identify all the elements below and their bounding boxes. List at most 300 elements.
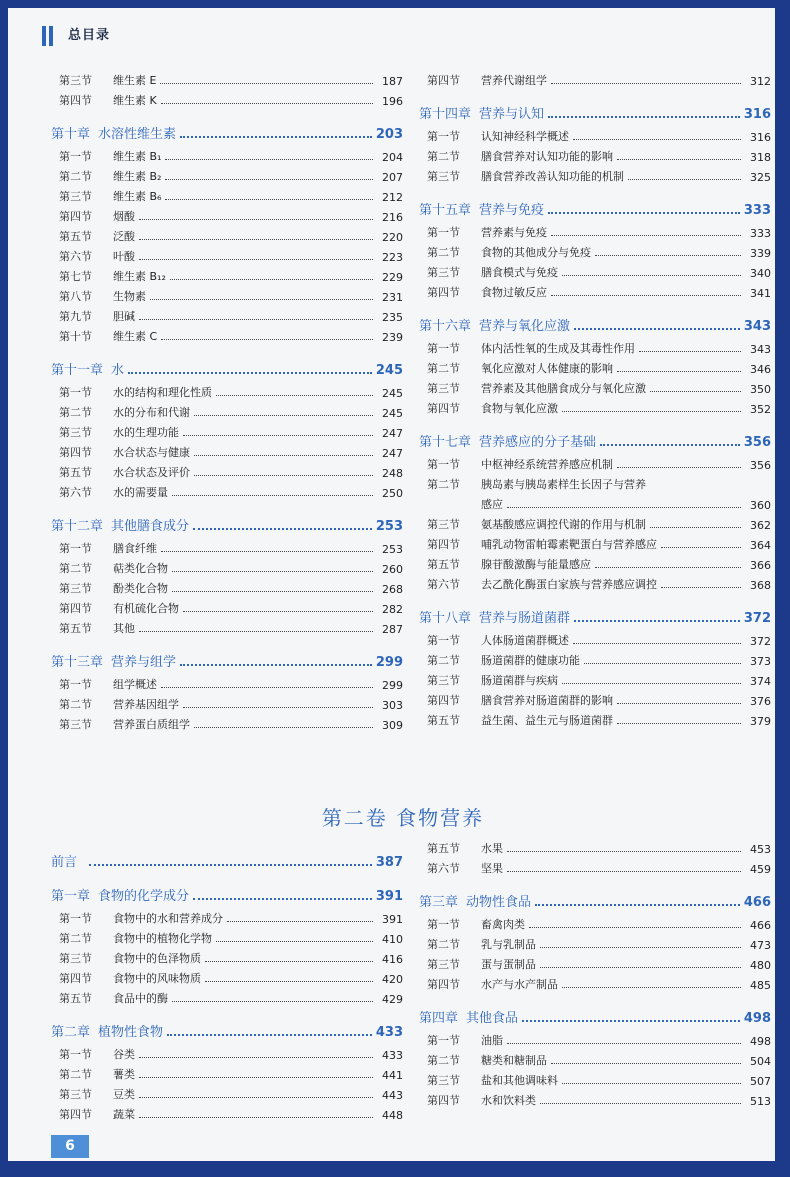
leader-dots (639, 351, 741, 352)
section-page: 498 (750, 1035, 771, 1048)
toc-chapter (51, 122, 403, 142)
section-page: 312 (750, 75, 771, 88)
chapter-number: 第四章 (419, 1011, 459, 1026)
section-page: 346 (750, 363, 771, 376)
section-title: 油脂 (481, 1034, 503, 1047)
chapter-page: 466 (743, 895, 771, 910)
section-number: 第四节 (59, 972, 92, 985)
section-number: 第二节 (427, 654, 460, 667)
section-page: 504 (750, 1055, 771, 1068)
section-title: 糖类和糖制品 (481, 1054, 547, 1067)
section-title: 膳食模式与免疫 (481, 266, 558, 279)
toc-row (51, 68, 403, 88)
section-title: 肠道菌群的健康功能 (481, 654, 580, 667)
leader-dots (661, 547, 741, 548)
section-page: 248 (382, 467, 403, 480)
chapter-page: 498 (743, 1011, 771, 1026)
section-title: 谷类 (113, 1048, 135, 1061)
toc-row (419, 144, 771, 164)
leader-dots (595, 255, 741, 256)
chapter-page: 253 (375, 519, 403, 534)
chapter-page: 343 (743, 319, 771, 334)
page-title: 总目录 (68, 28, 111, 43)
section-title: 食物过敏反应 (481, 286, 547, 299)
toc-row (51, 1042, 403, 1062)
section-title: 萜类化合物 (113, 562, 168, 575)
section-number: 第三节 (59, 190, 92, 203)
toc-row (51, 440, 403, 460)
section-title: 食物的其他成分与免疫 (481, 246, 591, 259)
section-number: 第二节 (59, 932, 92, 945)
section-number: 第一节 (59, 386, 92, 399)
section-number: 第三节 (59, 426, 92, 439)
toc-row (51, 244, 403, 264)
section-page: 231 (382, 291, 403, 304)
section-title: 畜禽肉类 (481, 918, 525, 931)
leader-dots (529, 927, 741, 928)
section-number: 第三节 (427, 382, 460, 395)
section-title: 水的需要量 (113, 486, 168, 499)
section-number: 第九节 (59, 310, 92, 323)
leader-dots (600, 444, 740, 446)
leader-dots (540, 967, 741, 968)
section-title: 氨基酸感应调控代谢的作用与机制 (481, 518, 646, 531)
section-title: 水合状态与健康 (113, 446, 190, 459)
leader-dots (574, 328, 740, 330)
toc-row (51, 1082, 403, 1102)
section-page: 229 (382, 271, 403, 284)
section-page: 420 (382, 973, 403, 986)
toc-page (8, 8, 775, 1161)
section-number: 第三节 (59, 1088, 92, 1101)
section-page: 391 (382, 913, 403, 926)
toc-row-continued (419, 492, 771, 512)
section-number: 第二节 (427, 246, 460, 259)
chapter-page: 372 (743, 611, 771, 626)
section-page: 513 (750, 1095, 771, 1108)
section-number: 第五节 (427, 714, 460, 727)
section-title: 维生素 C (113, 330, 158, 343)
toc-row (419, 68, 771, 88)
chapter-page: 245 (375, 363, 403, 378)
chapter-number: 第三章 (419, 895, 459, 910)
section-title: 乳与乳制品 (481, 938, 536, 951)
leader-dots (522, 1020, 740, 1022)
leader-dots (161, 687, 373, 688)
toc-row (419, 648, 771, 668)
section-page: 373 (750, 655, 771, 668)
leader-dots (551, 83, 741, 84)
leader-dots (160, 83, 373, 84)
section-page: 223 (382, 251, 403, 264)
section-page: 443 (382, 1089, 403, 1102)
toc-row (419, 260, 771, 280)
section-title: 水合状态及评价 (113, 466, 190, 479)
toc-row (419, 376, 771, 396)
leader-dots (562, 683, 741, 684)
toc-row (419, 396, 771, 416)
leader-dots (216, 395, 373, 396)
section-number: 第一节 (427, 342, 460, 355)
section-title: 中枢神经系统营养感应机制 (481, 458, 613, 471)
leader-dots (139, 239, 373, 240)
leader-dots (161, 339, 373, 340)
section-title: 食物中的风味物质 (113, 972, 201, 985)
section-number: 第五节 (59, 622, 92, 635)
chapter-page: 316 (743, 107, 771, 122)
section-number: 第四节 (59, 446, 92, 459)
section-number: 第二节 (59, 1068, 92, 1081)
toc-row (51, 480, 403, 500)
section-number: 第六节 (59, 486, 92, 499)
section-number: 第四节 (427, 538, 460, 551)
chapter-page: 203 (375, 127, 403, 142)
toc-row (51, 88, 403, 108)
section-title: 氧化应激对人体健康的影响 (481, 362, 613, 375)
chapter-title: 营养与认知 (479, 107, 545, 122)
section-title: 胰岛素与胰岛素样生长因子与营养 (481, 478, 646, 491)
toc-row (51, 184, 403, 204)
toc-row (419, 1088, 771, 1108)
chapter-title: 营养与组学 (111, 655, 177, 670)
section-page: 480 (750, 959, 771, 972)
chapter-number: 第十二章 (51, 519, 104, 534)
section-page: 239 (382, 331, 403, 344)
section-page: 287 (382, 623, 403, 636)
leader-dots (165, 199, 373, 200)
toc-volume2-right (419, 836, 771, 1108)
leader-dots (617, 703, 741, 704)
toc-row (51, 712, 403, 732)
toc-row (51, 616, 403, 636)
section-title: 维生素 B₁₂ (113, 270, 166, 283)
chapter-title: 营养与氧化应激 (479, 319, 571, 334)
toc-chapter (419, 102, 771, 122)
leader-dots (562, 275, 741, 276)
section-number: 第三节 (427, 958, 460, 971)
leader-dots (193, 898, 372, 900)
leader-dots (183, 611, 373, 612)
leader-dots (617, 159, 741, 160)
leader-dots (139, 259, 373, 260)
section-number: 第五节 (427, 558, 460, 571)
section-number: 第四节 (59, 94, 92, 107)
section-title: 蔬菜 (113, 1108, 135, 1121)
toc-row (51, 1102, 403, 1122)
leader-dots (540, 947, 741, 948)
section-title: 水产与水产制品 (481, 978, 558, 991)
toc-row (419, 164, 771, 184)
section-title: 益生菌、益生元与肠道菌群 (481, 714, 613, 727)
section-number: 第二节 (427, 1054, 460, 1067)
toc-row (51, 1062, 403, 1082)
toc-row (51, 380, 403, 400)
section-page: 350 (750, 383, 771, 396)
toc-column-right (419, 68, 771, 728)
leader-dots (227, 921, 373, 922)
section-title: 食品中的酶 (113, 992, 168, 1005)
leader-dots (139, 1057, 373, 1058)
toc-row (419, 532, 771, 552)
toc-row (51, 304, 403, 324)
section-title: 膳食营养改善认知功能的机制 (481, 170, 624, 183)
section-page: 245 (382, 407, 403, 420)
leader-dots (172, 495, 373, 496)
toc-chapter (419, 1006, 771, 1026)
leader-dots (617, 723, 741, 724)
chapter-title: 食物的化学成分 (98, 889, 190, 904)
section-title: 水和饮料类 (481, 1094, 536, 1107)
toc-row (51, 926, 403, 946)
leader-dots (650, 391, 741, 392)
section-title: 烟酸 (113, 210, 135, 223)
section-title: 组学概述 (113, 678, 157, 691)
section-title: 人体肠道菌群概述 (481, 634, 569, 647)
leader-dots (139, 219, 373, 220)
section-title: 营养素及其他膳食成分与氧化应激 (481, 382, 646, 395)
section-number: 第四节 (427, 978, 460, 991)
section-page: 339 (750, 247, 771, 260)
chapter-number: 第十八章 (419, 611, 472, 626)
section-title: 水的生理功能 (113, 426, 179, 439)
chapter-title: 水溶性维生素 (98, 127, 177, 142)
section-title: 盐和其他调味料 (481, 1074, 558, 1087)
toc-row (419, 220, 771, 240)
section-number: 第二节 (59, 698, 92, 711)
section-number: 第三节 (427, 266, 460, 279)
leader-dots (193, 528, 372, 530)
leader-dots (139, 1097, 373, 1098)
leader-dots (617, 467, 741, 468)
chapter-title: 动物性食品 (466, 895, 532, 910)
toc-row (51, 906, 403, 926)
chapter-title: 其他膳食成分 (111, 519, 190, 534)
section-page: 429 (382, 993, 403, 1006)
leader-dots (161, 103, 373, 104)
section-page: 318 (750, 151, 771, 164)
section-title: 感应 (481, 498, 503, 511)
chapter-title: 水 (111, 363, 125, 378)
section-title: 膳食营养对认知功能的影响 (481, 150, 613, 163)
section-title: 生物素 (113, 290, 146, 303)
toc-row (51, 672, 403, 692)
section-title: 食物中的水和营养成分 (113, 912, 223, 925)
section-number: 第三节 (59, 582, 92, 595)
chapter-page: 356 (743, 435, 771, 450)
section-title: 水的分布和代谢 (113, 406, 190, 419)
section-number: 第三节 (59, 74, 92, 87)
leader-dots (194, 415, 373, 416)
section-page: 235 (382, 311, 403, 324)
section-page: 416 (382, 953, 403, 966)
toc-row (51, 144, 403, 164)
section-title: 去乙酰化酶蛋白家族与营养感应调控 (481, 578, 657, 591)
section-number: 第一节 (427, 1034, 460, 1047)
leader-dots (165, 179, 373, 180)
section-number: 第一节 (427, 458, 460, 471)
chapter-number: 第二章 (51, 1025, 91, 1040)
section-number: 第四节 (59, 210, 92, 223)
section-title: 维生素 E (113, 74, 157, 87)
section-title: 营养蛋白质组学 (113, 718, 190, 731)
section-title: 胆碱 (113, 310, 135, 323)
section-number: 第三节 (427, 1074, 460, 1087)
section-page: 410 (382, 933, 403, 946)
leader-dots (507, 851, 741, 852)
page-number: 6 (51, 1135, 89, 1158)
toc-row (419, 668, 771, 688)
section-number: 第一节 (59, 1048, 92, 1061)
toc-row (51, 460, 403, 480)
toc-row (419, 1028, 771, 1048)
chapter-number: 第十四章 (419, 107, 472, 122)
section-page: 204 (382, 151, 403, 164)
leader-dots (161, 551, 373, 552)
toc-row (419, 572, 771, 592)
leader-dots (551, 235, 741, 236)
chapter-title: 营养感应的分子基础 (479, 435, 597, 450)
section-page: 356 (750, 459, 771, 472)
toc-row (51, 576, 403, 596)
chapter-number: 第十六章 (419, 319, 472, 334)
toc-chapter (51, 514, 403, 534)
toc-row (51, 400, 403, 420)
section-number: 第五节 (59, 466, 92, 479)
section-number: 第四节 (427, 1094, 460, 1107)
leader-dots (661, 587, 741, 588)
section-title: 酚类化合物 (113, 582, 168, 595)
section-number: 第二节 (427, 938, 460, 951)
toc-row (51, 224, 403, 244)
toc-volume2-left (51, 836, 403, 1122)
leader-dots (628, 179, 741, 180)
section-page: 485 (750, 979, 771, 992)
section-title: 腺苷酸激酶与能量感应 (481, 558, 591, 571)
toc-row (419, 240, 771, 260)
section-title: 有机硫化合物 (113, 602, 179, 615)
toc-row (419, 124, 771, 144)
leader-dots (574, 620, 740, 622)
section-page: 333 (750, 227, 771, 240)
toc-row (51, 324, 403, 344)
section-title: 维生素 B₆ (113, 190, 162, 203)
section-page: 459 (750, 863, 771, 876)
section-number: 第二节 (59, 170, 92, 183)
section-number: 第一节 (59, 912, 92, 925)
section-page: 362 (750, 519, 771, 532)
section-page: 282 (382, 603, 403, 616)
toc-row (419, 552, 771, 572)
toc-chapter (51, 1020, 403, 1040)
leader-dots (548, 116, 740, 118)
leader-dots (573, 643, 741, 644)
chapter-number: 第十三章 (51, 655, 104, 670)
section-title: 哺乳动物雷帕霉素靶蛋白与营养感应 (481, 538, 657, 551)
toc-chapter (419, 314, 771, 334)
section-page: 303 (382, 699, 403, 712)
section-title: 营养素与免疫 (481, 226, 547, 239)
section-number: 第三节 (427, 518, 460, 531)
chapter-page: 433 (375, 1025, 403, 1040)
leader-dots (139, 319, 373, 320)
leader-dots (194, 455, 373, 456)
section-page: 247 (382, 427, 403, 440)
section-page: 366 (750, 559, 771, 572)
toc-row (419, 952, 771, 972)
section-page: 441 (382, 1069, 403, 1082)
toc-row (51, 966, 403, 986)
section-page: 309 (382, 719, 403, 732)
section-number: 第三节 (59, 718, 92, 731)
leader-dots (551, 295, 741, 296)
toc-row (419, 1048, 771, 1068)
chapter-number: 第十一章 (51, 363, 104, 378)
section-title: 食物与氧化应激 (481, 402, 558, 415)
section-title: 蛋与蛋制品 (481, 958, 536, 971)
leader-dots (139, 1077, 373, 1078)
leader-dots (507, 507, 741, 508)
section-number: 第四节 (427, 694, 460, 707)
leader-dots (540, 1103, 741, 1104)
toc-row (419, 280, 771, 300)
section-number: 第四节 (59, 1108, 92, 1121)
toc-row (419, 856, 771, 876)
toc-row (419, 452, 771, 472)
leader-dots (205, 961, 373, 962)
leader-dots (194, 475, 373, 476)
section-number: 第三节 (427, 674, 460, 687)
section-page: 250 (382, 487, 403, 500)
section-number: 第一节 (59, 150, 92, 163)
chapter-page: 299 (375, 655, 403, 670)
leader-dots (194, 727, 373, 728)
section-number: 第四节 (427, 74, 460, 87)
section-page: 216 (382, 211, 403, 224)
section-number: 第一节 (427, 226, 460, 239)
section-page: 507 (750, 1075, 771, 1088)
leader-dots (562, 1083, 741, 1084)
leader-dots (650, 527, 741, 528)
section-page: 360 (750, 499, 771, 512)
section-number: 第二节 (427, 150, 460, 163)
section-title: 水的结构和理化性质 (113, 386, 212, 399)
section-number: 第二节 (427, 362, 460, 375)
volume-title: 第二卷 食物营养 (321, 806, 485, 830)
leader-dots (617, 371, 741, 372)
section-number: 第一节 (59, 678, 92, 691)
leader-dots (507, 871, 741, 872)
chapter-number: 第十五章 (419, 203, 472, 218)
section-title: 坚果 (481, 862, 503, 875)
section-title: 认知神经科学概述 (481, 130, 569, 143)
toc-row (419, 512, 771, 532)
section-number: 第一节 (427, 130, 460, 143)
section-title: 维生素 B₁ (113, 150, 162, 163)
toc-chapter (51, 884, 403, 904)
section-title: 食物中的色泽物质 (113, 952, 201, 965)
leader-dots (170, 279, 373, 280)
leader-dots (165, 159, 373, 160)
toc-row (51, 420, 403, 440)
section-page: 368 (750, 579, 771, 592)
section-number: 第三节 (427, 170, 460, 183)
section-page: 299 (382, 679, 403, 692)
section-page: 352 (750, 403, 771, 416)
section-page: 253 (382, 543, 403, 556)
section-number: 第六节 (427, 578, 460, 591)
section-page: 473 (750, 939, 771, 952)
section-page: 207 (382, 171, 403, 184)
